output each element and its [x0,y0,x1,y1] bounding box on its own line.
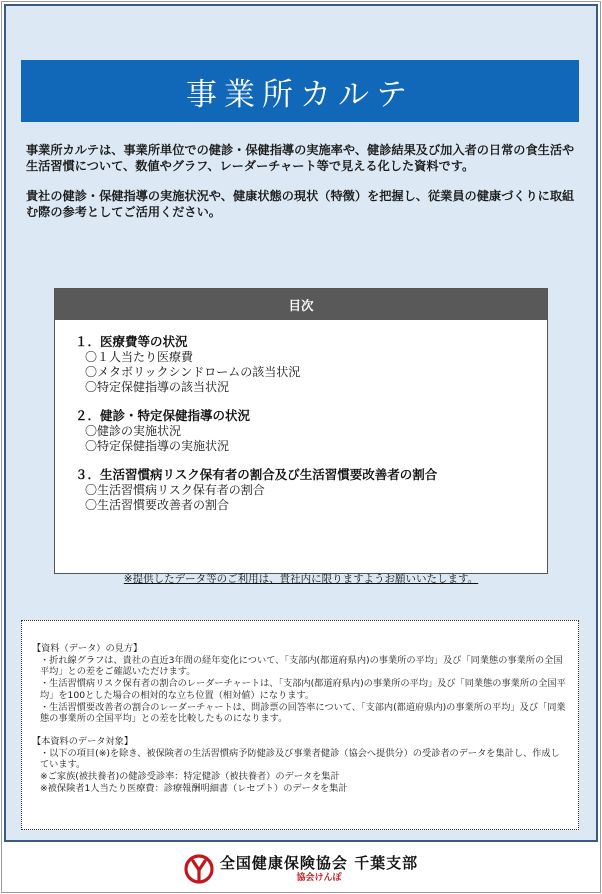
toc-item: 〇生活習慣病リスク保有者の割合 [85,483,265,497]
toc-item: 〇特定保健指導の該当状況 [85,380,230,394]
table-of-contents [54,288,548,574]
notes-heading-data-scope: 【本資料のデータ対象】 [32,735,134,747]
toc-heading: 目次 [55,289,547,320]
toc-section-title: ３．生活習慣病リスク保有者の割合及び生活習慣要改善者の割合 [75,467,438,482]
organization-main-name: 全国健康保険協会 千葉支部 [219,854,419,872]
toc-item: 〇メタボリックシンドロームの該当状況 [85,365,301,379]
toc-body [55,320,547,513]
organization-brand-name: 協会けんぽ [296,873,342,883]
toc-section-risk-ratios [75,467,547,513]
notes-heading-how-to-read: 【資料（データ）の見方】 [32,643,143,654]
toc-section-title: ２．健診・特定保健指導の状況 [75,408,251,423]
page-title: 事業所カルテ [21,60,579,122]
organization-name [220,854,418,884]
footer [0,846,602,892]
kyokai-kenpo-logo-icon [184,854,214,884]
intro-paragraph-1: 事業所カルテは、事業所単位での健診・保健指導の実施率や、健診結果及び加入者の日常の食生活や生活習慣について、数値やグラフ、レーダーチャート等で見える化した資料です。 [26,143,575,173]
toc-section-checkups [75,408,547,454]
toc-item: 〇特定保健指導の実施状況 [85,439,230,453]
notes-line: ・以下の項目(※)を除き、被保険者の生活習慣病予防健診及び事業者健診（協会へ提供分）の受診者のデータを集計し、作成しています。 [40,747,560,771]
usage-notice: ※提供したデータ等のご利用は、貴社内に限りますようお願いいたします。 [123,573,479,585]
notes-box [21,620,579,830]
intro-text [26,143,578,235]
toc-section-medical-costs [75,334,547,395]
toc-section-title: １．医療費等の状況 [75,334,188,349]
intro-paragraph-2: 貴社の健診・保健指導の実施状況や、健康状態の現状（特徴）を把握し、従業員の健康づくりに取組む際の参考としてご活用ください。 [26,189,575,219]
notes-line: ・生活習慣病リスク保有者の割合のレーダーチャートは、「支部内(都道府県内)の事業所の平均」及び「同業態の事業所の全国平均」を100とした場合の相対的な立ち位置（相対値）になります。 [40,678,566,701]
notes-line: ・折れ線グラフは、貴社の直近3年間の経年変化について、「支部内(都道府県内)の事業所の平均」及び「同業態の事業所の全国平均」との差をご確認いただけます。 [40,654,563,678]
toc-item: 〇生活習慣要改善者の割合 [85,498,230,512]
notes-line: ※被保険者1人当たり医療費：診療報酬明細書（レセプト）のデータを集計 [40,782,348,794]
toc-item: 〇健診の実施状況 [85,424,182,438]
toc-item: 〇１人当たり医療費 [85,350,194,364]
notes-line: ※ご家族(被扶養者)の健診受診率：特定健診（被扶養者）のデータを集計 [40,771,340,783]
notes-line: ・生活習慣要改善者の割合のレーダーチャートは、問診票の回答率について、「支部内(都道府県内)の事業所の平均」及び「同業態の事業所の全国平均」との差を比較したものになります。 [40,701,566,725]
